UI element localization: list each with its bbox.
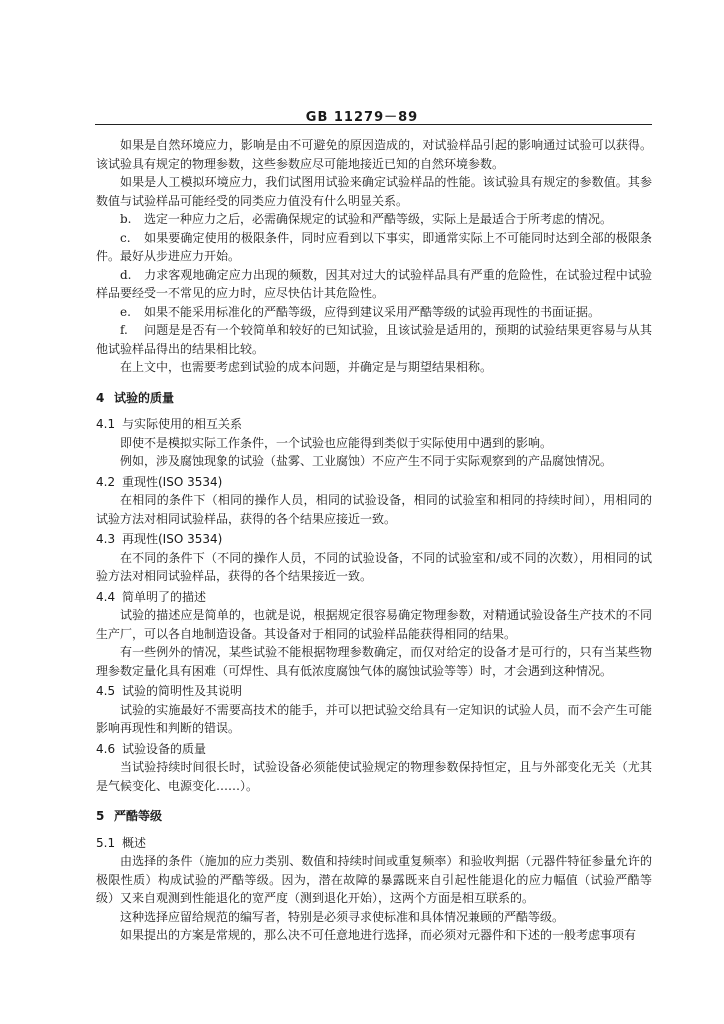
section-title: 再现性(ISO 3534) <box>122 532 223 546</box>
list-label: c. <box>120 230 131 245</box>
paragraph: 有一些例外的情况，某些试验不能根据物理参数确定，而仅对给定的设备才是可行的，只有当某些物理参数定量化具有困难（可焊性、具有低浓度腐蚀气体的腐蚀试验等等）时，才会遇到这种情况。 <box>96 645 652 678</box>
paragraph: 在上文中，也需要考虑到试验的成本问题，并确定是与期望结果相称。 <box>120 360 493 374</box>
section-number: 4.5 <box>96 684 116 698</box>
section-title: 概述 <box>122 835 147 850</box>
paragraph: 如果是自然环境应力，影响是由不可避免的原因造成的，对试验样品引起的影响通过试验可以获得。该试验具有规定的物理参数，这些参数应尽可能地接近已知的自然环境参数。 <box>96 138 652 171</box>
list-text: 问题是是否有一个较简单和较好的已知试验，且该试验是适用的，预期的试验结果更容易与从其他试验样品得出的结果相比较。 <box>96 323 652 356</box>
subsection-heading-5-1 <box>96 834 652 853</box>
subsection-heading-4-5 <box>96 682 652 701</box>
paragraph: 由选择的条件（施加的应力类别、数值和持续时间或重复频率）和验收判据（元器件特征参量允许的极限性质）构成试验的严酷等级。因为，潜在故障的暴露既来自引起性能退化的应力幅值（试验严酷等级）又来自观测到性能退化的宽严度（测到退化开始），这两个方面是相互联系的。 <box>96 854 652 905</box>
list-text: 选定一种应力之后，必需确保规定的试验和严酷等级，实际上是最适合于所考虑的情况。 <box>144 212 613 226</box>
section-title: 试验的质量 <box>114 390 175 405</box>
list-label: d. <box>120 267 132 282</box>
paragraph: 试验的实施最好不需要高技术的能手，并可以把试验交给具有一定知识的试验人员，而不会产生可能影响再现性和判断的错误。 <box>96 702 652 735</box>
section-number: 4.4 <box>96 589 116 604</box>
subsection-heading-4-6 <box>96 740 652 759</box>
list-label: b. <box>120 212 132 226</box>
document-body <box>96 136 652 945</box>
paragraph: 如果是人工模拟环境应力，我们试图用试验来确定试验样品的性能。该试验具有规定的参数值。其参数值与试验样品可能经受的同类应力值没有什么明显关系。 <box>96 175 652 208</box>
list-item-e <box>96 303 652 322</box>
section-title: 试验设备的质量 <box>122 741 207 756</box>
section-number: 5.1 <box>96 835 116 850</box>
paragraph: 即使不是模拟实际工作条件，一个试验也应能得到类似于实际使用中遇到的影响。 <box>120 435 553 450</box>
subsection-heading-4-3 <box>96 530 652 549</box>
paragraph: 在相同的条件下（相同的操作人员，相同的试验设备，相同的试验室和相同的持续时间），用相同的试验方法对相同试验样品，获得的各个结果应接近一致。 <box>96 493 652 526</box>
paragraph: 试验的描述应是简单的，也就是说，根据规定很容易确定物理参数，对精通试验设备生产技术的不同生产厂，可以各自地制造设备。其设备对于相同的试验样品能获得相同的结果。 <box>96 608 652 641</box>
section-heading-5 <box>96 807 652 826</box>
list-item-c <box>96 229 652 266</box>
list-text: 如果要确定使用的极限条件，同时应看到以下事实，即通常实际上不可能同时达到全部的极限条件。最好从步进应力开始。 <box>96 230 652 263</box>
section-title: 与实际使用的相互关系 <box>122 417 243 431</box>
list-item-b <box>96 210 652 229</box>
section-number: 4.1 <box>96 417 116 431</box>
section-number: 5 <box>96 809 105 823</box>
subsection-heading-4-1 <box>96 415 652 434</box>
section-number: 4.2 <box>96 474 116 489</box>
section-number: 4.6 <box>96 741 116 756</box>
section-number: 4.3 <box>96 532 116 546</box>
section-title: 试验的简明性及其说明 <box>122 684 243 698</box>
section-number: 4 <box>96 390 105 405</box>
section-title: 简单明了的描述 <box>122 589 207 604</box>
list-item-f <box>96 321 652 358</box>
paragraph: 如果提出的方案是常规的，那么决不可任意地进行选择，而必须对元器件和下述的一般考虑事项有 <box>120 928 637 942</box>
paragraph: 例如，涉及腐蚀现象的试验（盐雾、工业腐蚀）不应产生不同于实际观察到的产品腐蚀情况。 <box>120 454 613 468</box>
list-text: 如果不能采用标准化的严酷等级，应得到建议采用严酷等级的试验再现性的书面证据。 <box>144 304 601 319</box>
list-item-d <box>96 266 652 303</box>
page-header: GB 11279－89 <box>305 110 419 125</box>
subsection-heading-4-4 <box>96 588 652 607</box>
list-label: e. <box>120 304 131 319</box>
section-title: 严酷等级 <box>114 809 163 823</box>
section-title: 重现性(ISO 3534) <box>122 474 223 489</box>
paragraph: 这种选择应留给规范的编写者，特别是必须寻求使标准和具体情况兼顾的严酷等级。 <box>120 909 565 924</box>
list-label: f. <box>120 323 128 337</box>
subsection-heading-4-2 <box>96 473 652 492</box>
paragraph: 在不同的条件下（不同的操作人员，不同的试验设备，不同的试验室和/或不同的次数），用相同的试验方法对相同试验样品，获得的各个结果接近一致。 <box>96 550 652 583</box>
paragraph: 当试验持续时间很长时，试验设备必须能使试验规定的物理参数保持恒定，且与外部变化无关（尤其是气候变化、电源变化……）。 <box>96 760 652 793</box>
list-text: 力求客观地确定应力出现的频数，因其对过大的试验样品具有严重的危险性，在试验过程中试验样品要经受一不常见的应力时，应尽快估计其危险性。 <box>96 267 652 300</box>
header-rule <box>95 124 652 125</box>
section-heading-4 <box>96 389 652 408</box>
